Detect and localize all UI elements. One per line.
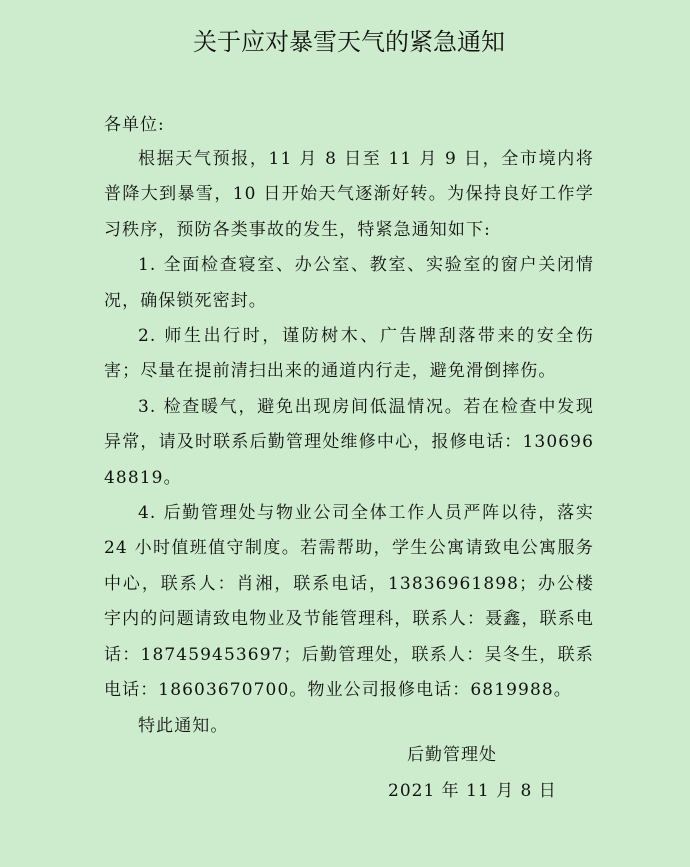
paragraph-item-3: 3. 检查暖气，避免出现房间低温情况。若在检查中发现异常，请及时联系后勤管理处维修中心，报修电话：13069648819。: [104, 396, 594, 488]
signature-department: 后勤管理处: [407, 745, 497, 765]
paragraph-intro: 根据天气预报，11 月 8 日至 11 月 9 日，全市境内将普降大到暴雪，10 日开始天气逐渐好转。为保持良好工作学习秩序，预防各类事故的发生，特紧急通知如下:: [104, 149, 594, 240]
paragraph-item-4: 4. 后勤管理处与物业公司全体工作人员严阵以待，落实 24 小时值班值守制度。若需帮助，学生公寓请致电公寓服务中心，联系人：肖湘，联系电话，13836961898；办公楼宇内的问题请致电物业及节能管理科，联系人：聂鑫，联系电话：187459453697；后勤管理处，联系人：吴冬生，联系电话：18603670700。物业公司报修电话：6819988。: [104, 503, 594, 701]
paragraph-item-2: 2. 师生出行时，谨防树木、广告牌刮落带来的安全伤害；尽量在提前清扫出来的通道内行走，避免滑倒摔伤。: [104, 326, 594, 382]
paragraph-item-1: 1. 全面检查寝室、办公室、教室、实验室的窗户关闭情况，确保锁死密封。: [104, 255, 594, 311]
paragraph-closing: 特此通知。: [138, 715, 229, 736]
signature-date: 2021 年 11 月 8 日: [388, 781, 557, 801]
page-title: 关于应对暴雪天气的紧急通知: [193, 28, 505, 56]
salutation: 各单位:: [104, 115, 165, 135]
